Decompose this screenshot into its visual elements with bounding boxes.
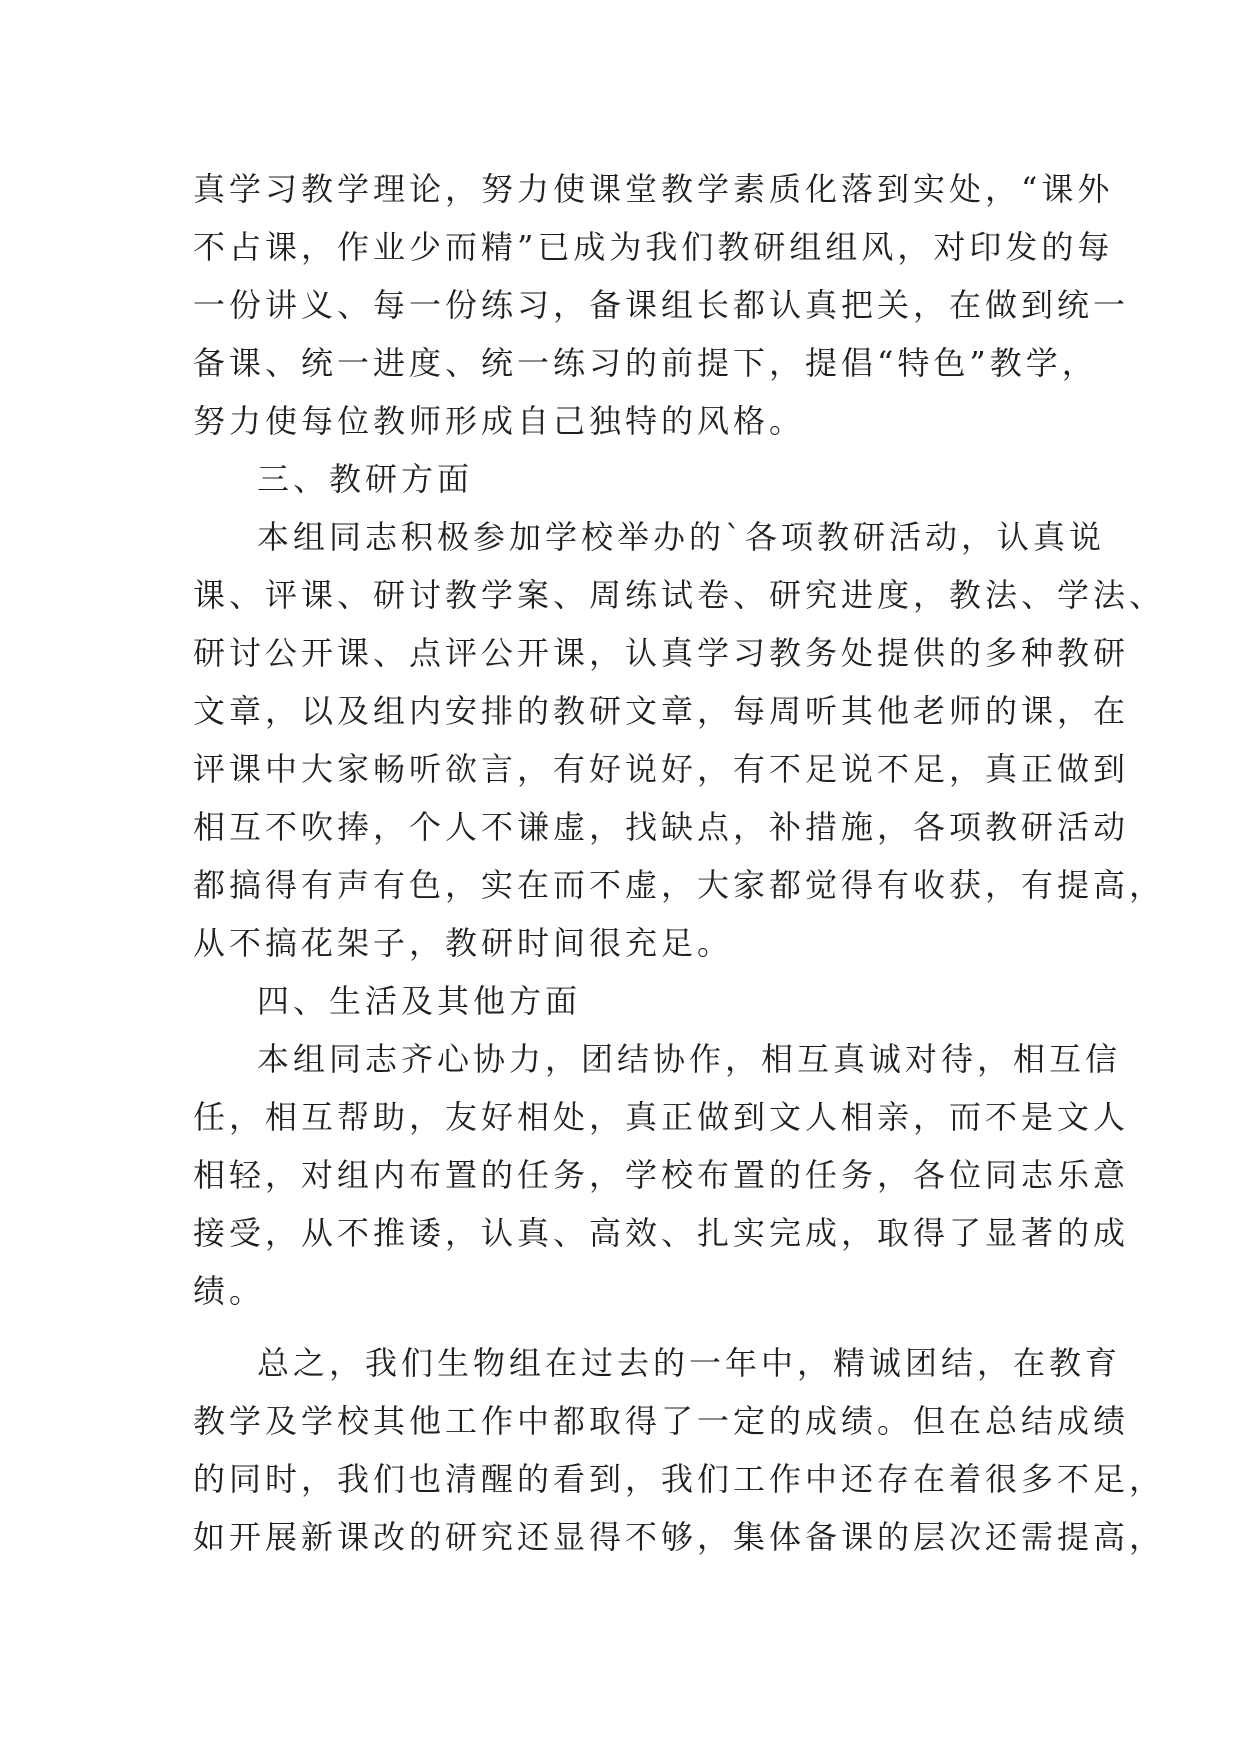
text-line: 评课中大家畅听欲言，有好说好，有不足说不足，真正做到 (193, 750, 1130, 788)
text-line: 努力使每位教师形成自己独特的风格。 (193, 402, 806, 440)
text-line: 接受，从不推诿，认真、高效、扎实完成，取得了显著的成 (193, 1214, 1130, 1252)
text-line: 真学习教学理论，努力使课堂教学素质化落到实处，“课外 (193, 170, 1114, 208)
paragraph-gap (193, 1320, 1063, 1334)
text-line: 总之，我们生物组在过去的一年中，精诚团结，在教育 (257, 1344, 1122, 1382)
section-heading: 三、教研方面 (257, 460, 474, 498)
text-line: 一份讲义、每一份练习，备课组长都认真把关，在做到统一 (193, 286, 1130, 324)
text-line: 本组同志积极参加学校举办的`各项教研活动，认真说 (257, 518, 1106, 556)
text-line: 从不搞花架子，教研时间很充足。 (193, 924, 734, 962)
text-line: 任，相互帮助，友好相处，真正做到文人相亲，而不是文人 (193, 1098, 1130, 1136)
text-line: 文章，以及组内安排的教研文章，每周听其他老师的课，在 (193, 692, 1130, 730)
body-text (193, 160, 1166, 1566)
text-line: 备课、统一进度、统一练习的前提下，提倡“特色”教学， (193, 344, 1098, 382)
text-line: 不占课，作业少而精”已成为我们教研组组风，对印发的每 (193, 228, 1114, 266)
text-line: 绩。 (193, 1272, 266, 1310)
text-line: 本组同志齐心协力，团结协作，相互真诚对待，相互信 (257, 1040, 1122, 1078)
text-line: 都搞得有声有色，实在而不虚，大家都觉得有收获，有提高， (193, 866, 1166, 904)
text-line: 教学及学校其他工作中都取得了一定的成绩。但在总结成绩 (193, 1402, 1130, 1440)
text-line: 的同时，我们也清醒的看到，我们工作中还存在着很多不足， (193, 1460, 1166, 1498)
text-line: 如开展新课改的研究还显得不够，集体备课的层次还需提高， (193, 1518, 1166, 1556)
section-heading: 四、生活及其他方面 (257, 982, 582, 1020)
text-line: 课、评课、研讨教学案、周练试卷、研究进度，教法、学法、 (193, 576, 1166, 614)
text-line: 相轻，对组内布置的任务，学校布置的任务，各位同志乐意 (193, 1156, 1130, 1194)
text-line: 相互不吹捧，个人不谦虚，找缺点，补措施，各项教研活动 (193, 808, 1130, 846)
text-line: 研讨公开课、点评公开课，认真学习教务处提供的多种教研 (193, 634, 1130, 672)
